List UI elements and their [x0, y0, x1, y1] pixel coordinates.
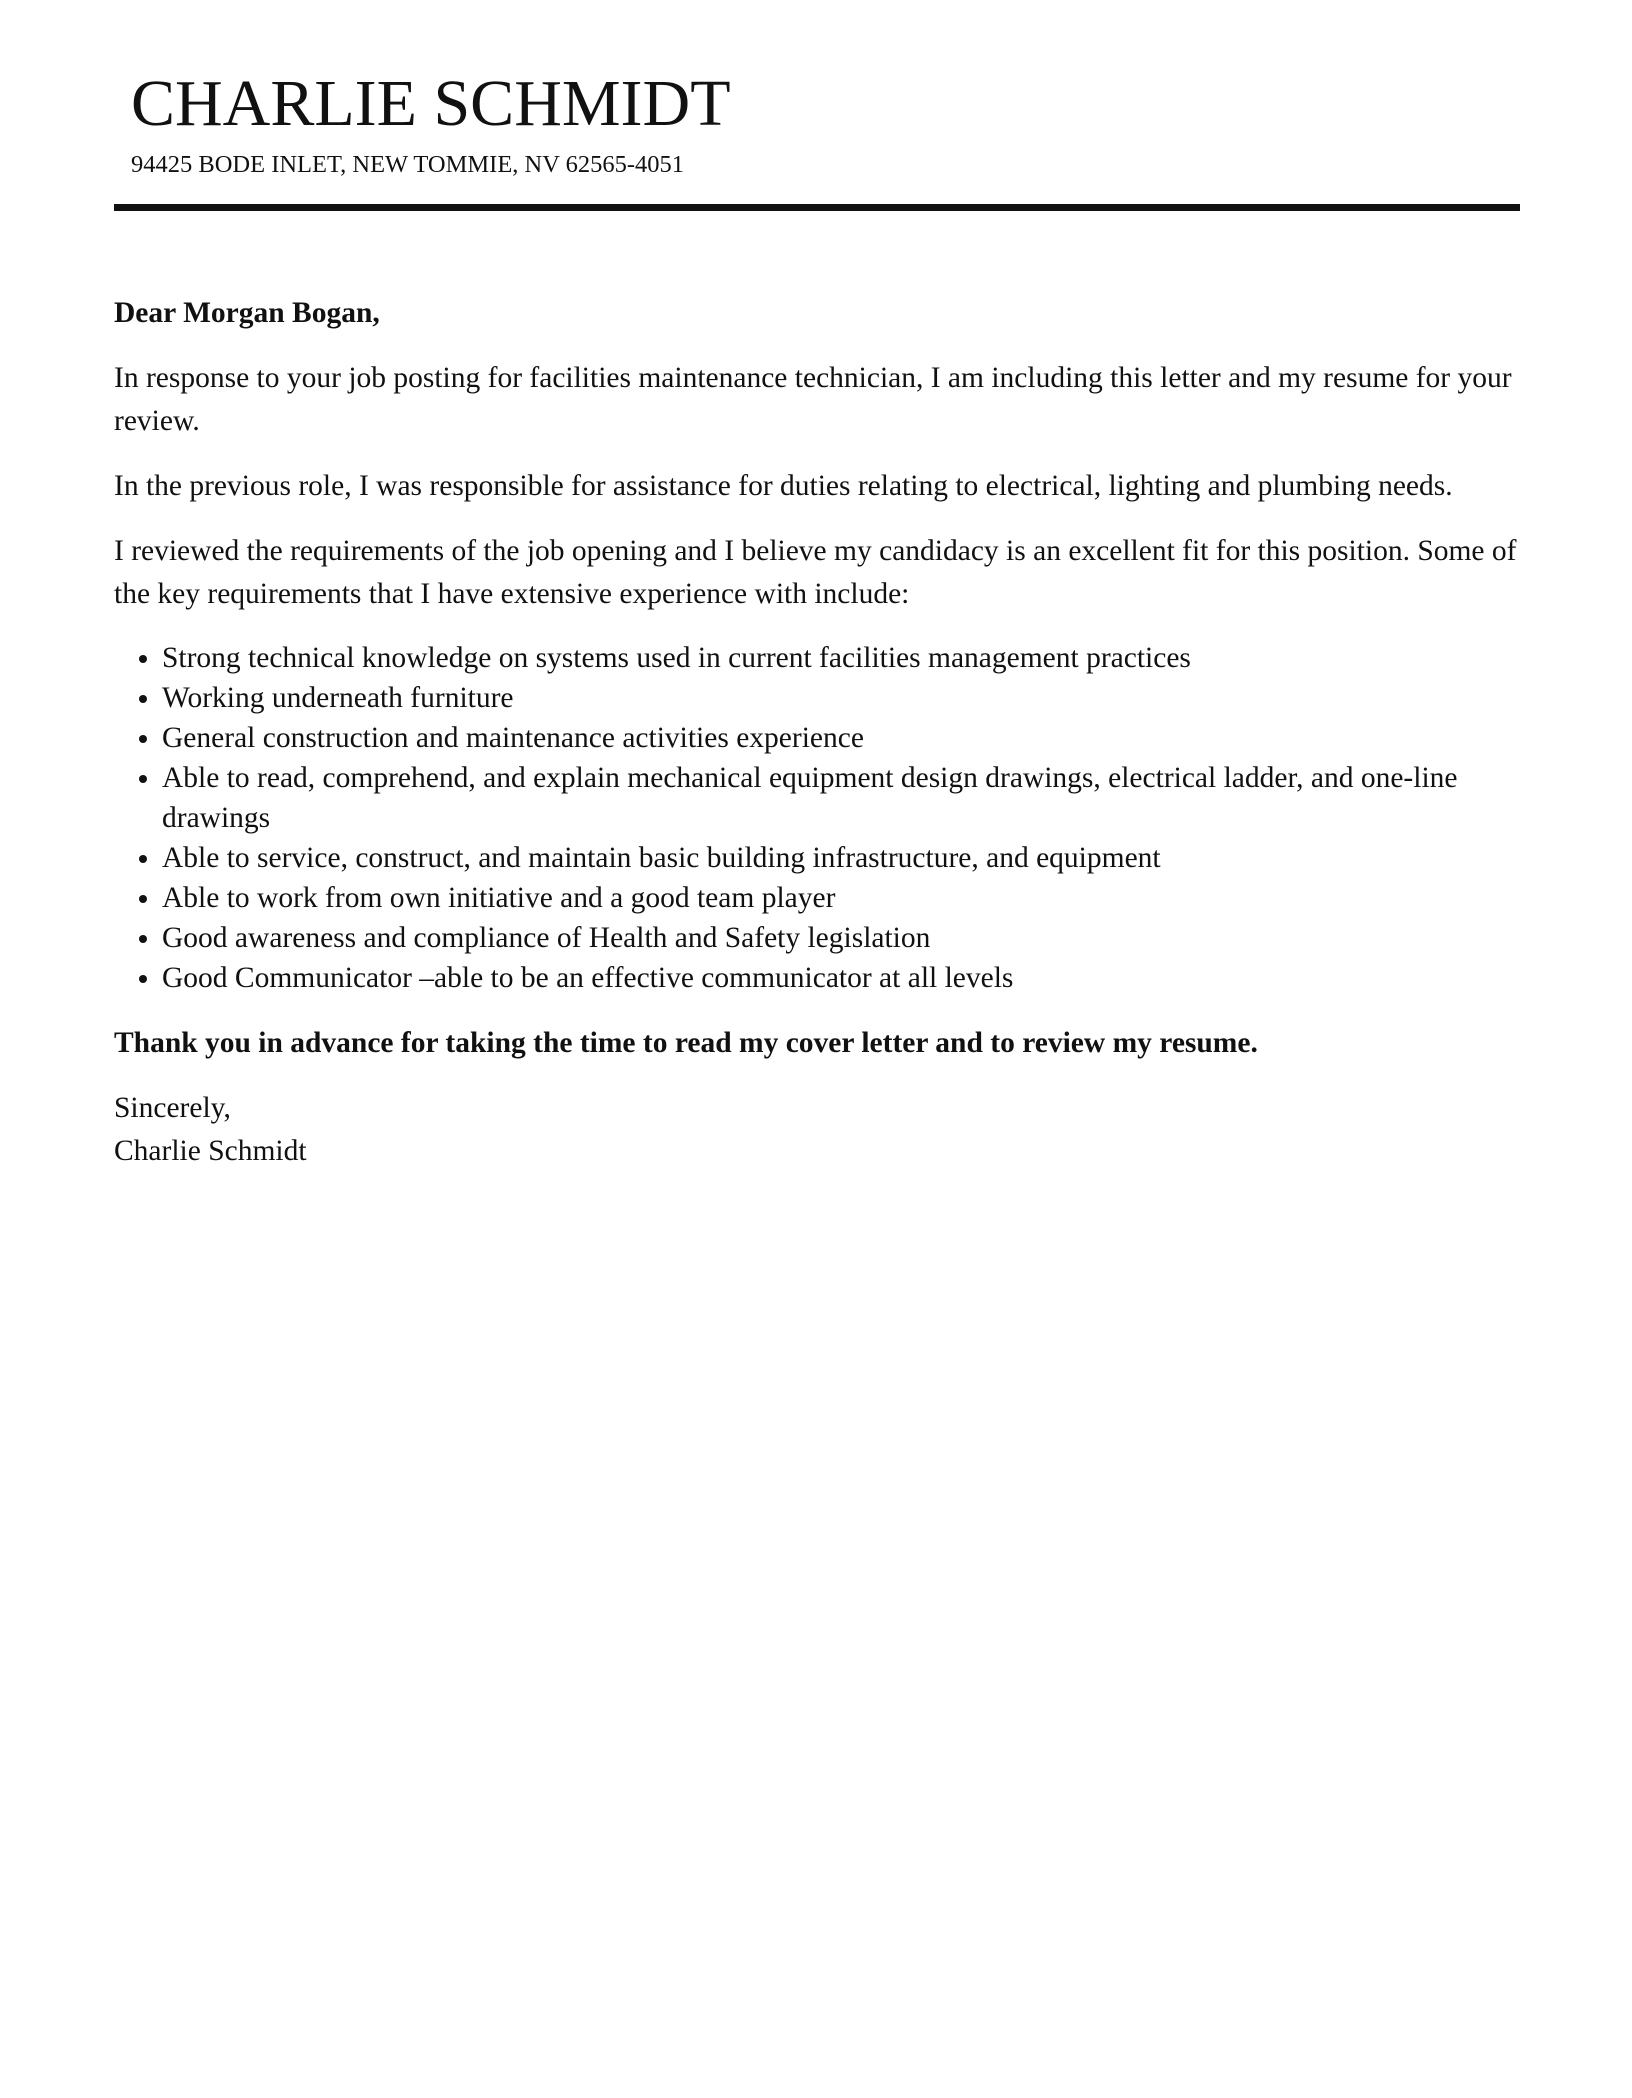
closing-statement: Thank you in advance for taking the time to read my cover letter and to review my resume.	[114, 1027, 1258, 1059]
list-item: • Working underneath furniture	[162, 678, 1526, 718]
list-item: • Good Communicator –able to be an effective communicator at all levels	[162, 958, 1526, 998]
letter-header	[131, 64, 1531, 180]
applicant-address: 94425 BODE INLET, NEW TOMMIE, NV 62565-4051	[131, 151, 685, 178]
list-item: • Strong technical knowledge on systems used in current facilities management practices	[162, 638, 1526, 678]
applicant-name: CHARLIE SCHMIDT	[131, 67, 731, 140]
list-item: • Able to service, construct, and maintain basic building infrastructure, and equipment	[162, 838, 1526, 878]
requirements-list	[114, 638, 1526, 998]
list-item: • General construction and maintenance activities experience	[162, 718, 1526, 758]
letter-body	[114, 292, 1526, 1173]
list-item: • Good awareness and compliance of Health and Safety legislation	[162, 918, 1526, 958]
list-item: • Able to read, comprehend, and explain mechanical equipment design drawings, electrical ladder, and one-line drawings	[162, 758, 1526, 838]
intro-paragraph: In response to your job posting for facilities maintenance technician, I am including this letter and my resume for your review.	[114, 362, 1512, 437]
previous-role-paragraph: In the previous role, I was responsible for assistance for duties relating to electrical, lighting and plumbing needs.	[114, 470, 1453, 502]
requirements-intro-paragraph: I reviewed the requirements of the job opening and I believe my candidacy is an excellent fit for this position. Some of the key requirements that I have extensive experience with include:	[114, 535, 1517, 610]
signature-name: Charlie Schmidt	[114, 1135, 307, 1167]
salutation: Dear Morgan Bogan,	[114, 297, 380, 329]
header-divider	[114, 204, 1520, 211]
list-item: • Able to work from own initiative and a good team player	[162, 878, 1526, 918]
signoff: Sincerely,	[114, 1092, 231, 1124]
